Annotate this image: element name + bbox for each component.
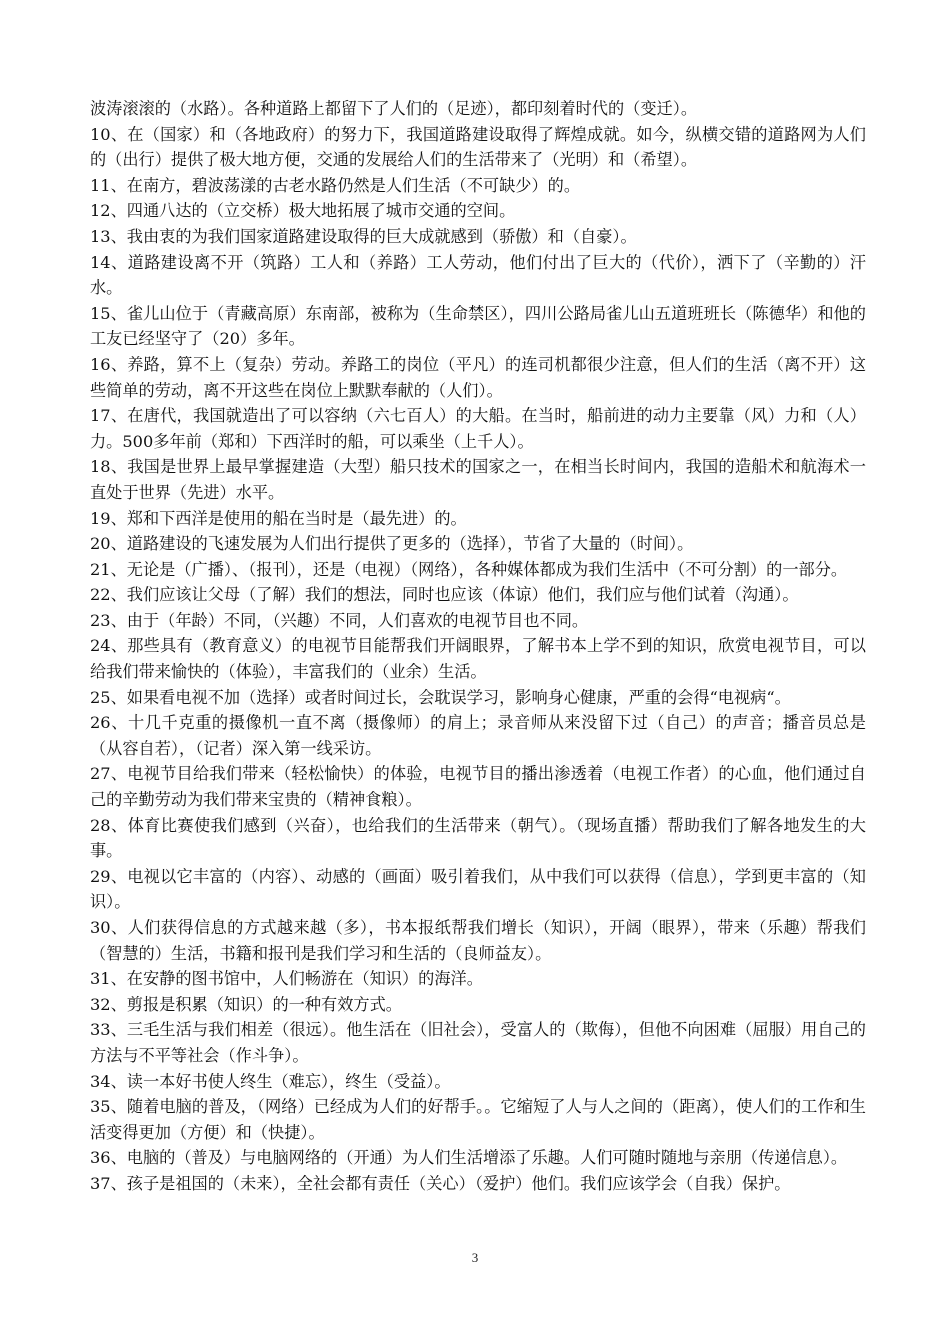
paragraph: 15、雀儿山位于（青藏高原）东南部，被称为（生命禁区），四川公路局雀儿山五道班班长（陈德华）和他的工友已经坚守了（20）多年。 xyxy=(90,303,866,349)
paragraph: 37、孩子是祖国的（未来），全社会都有责任（关心）（爱护）他们。我们应该学会（自我）保护。 xyxy=(90,1173,791,1193)
paragraph: 26、十几千克重的摄像机一直不离（摄像师）的肩上；录音师从来没留下过（自己）的声音；播音员总是（从容自若），（记者）深入第一线采访。 xyxy=(90,713,866,758)
paragraph: 31、在安静的图书馆中，人们畅游在（知识）的海洋。 xyxy=(90,969,483,989)
paragraph: 14、道路建设离不开（筑路）工人和（养路）工人劳动，他们付出了巨大的（代价），洒下了（辛勤的）汗水。 xyxy=(90,252,866,298)
paragraph: 12、四通八达的（立交桥）极大地拓展了城市交通的空间。 xyxy=(90,201,516,221)
paragraph: 16、养路，算不上（复杂）劳动。养路工的岗位（平凡）的连司机都很少注意，但人们的生活（离不开）这些简单的劳动，离不开这些在岗位上默默奉献的（人们）。 xyxy=(90,354,866,400)
paragraph: 10、在（国家）和（各地政府）的努力下，我国道路建设取得了辉煌成就。如今，纵横交错的道路网为人们的（出行）提供了极大地方便，交通的发展给人们的生活带来了（光明）和（希望）。 xyxy=(90,124,866,170)
paragraph: 28、体育比赛使我们感到（兴奋），也给我们的生活带来（朝气）。（现场直播）帮助我们了解各地发生的大事。 xyxy=(90,815,866,861)
paragraph: 30、人们获得信息的方式越来越（多），书本报纸帮我们增长（知识），开阔（眼界），带来（乐趣）帮我们（智慧的）生活，书籍和报刊是我们学习和生活的（良师益友）。 xyxy=(90,918,866,963)
paragraph: 34、读一本好书使人终生（难忘），终生（受益）。 xyxy=(90,1071,451,1091)
paragraph: 18、我国是世界上最早掌握建造（大型）船只技术的国家之一，在相当长时间内，我国的造船术和航海术一直处于世界（先进）水平。 xyxy=(90,457,866,502)
paragraph: 25、如果看电视不加（选择）或者时间过长，会耽误学习，影响身心健康，严重的会得“电视病“。 xyxy=(90,687,791,707)
paragraph: 11、在南方，碧波荡漾的古老水路仍然是人们生活（不可缺少）的。 xyxy=(90,175,581,195)
paragraph: 波涛滚滚的（水路）。各种道路上都留下了人们的（足迹），都印刻着时代的（变迁）。 xyxy=(90,99,698,118)
paragraph: 35、随着电脑的普及，（网络）已经成为人们的好帮手。。它缩短了人与人之间的（距离），使人们的工作和生活变得更加（方便）和（快捷）。 xyxy=(90,1097,866,1142)
paragraph: 32、剪报是积累（知识）的一种有效方式。 xyxy=(90,994,402,1014)
paragraph: 20、道路建设的飞速发展为人们出行提供了更多的（选择），节省了大量的（时间）。 xyxy=(90,534,694,554)
paragraph: 24、那些具有（教育意义）的电视节目能帮我们开阔眼界，了解书本上学不到的知识，欣赏电视节目，可以给我们带来愉快的（体验），丰富我们的（业余）生活。 xyxy=(90,636,866,682)
paragraph: 21、无论是（广播）、（报刊），还是（电视）（网络），各种媒体都成为我们生活中（不可分割）的一部分。 xyxy=(90,559,848,579)
document-body xyxy=(90,96,866,1197)
paragraph: 36、电脑的（普及）与电脑网络的（开通）为人们生活增添了乐趣。人们可随时随地与亲朋（传递信息）。 xyxy=(90,1148,848,1168)
paragraph: 33、三毛生活与我们相差（很远）。他生活在（旧社会），受富人的（欺侮），但他不向困难（屈服）用自己的方法与不平等社会（作斗争）。 xyxy=(90,1020,866,1065)
paragraph: 23、由于（年龄）不同，（兴趣）不同，人们喜欢的电视节目也不同。 xyxy=(90,610,589,630)
paragraph: 22、我们应该让父母（了解）我们的想法，同时也应该（体谅）他们，我们应与他们试着（沟通）。 xyxy=(90,585,799,605)
page-number: 3 xyxy=(471,1250,479,1265)
paragraph: 27、电视节目给我们带来（轻松愉快）的体验，电视节目的播出渗透着（电视工作者）的心血，他们通过自己的辛勤劳动为我们带来宝贵的（精神食粮）。 xyxy=(90,764,866,810)
paragraph: 19、郑和下西洋是使用的船在当时是（最先进）的。 xyxy=(90,508,467,528)
paragraph: 17、在唐代，我国就造出了可以容纳（六七百人）的大船。在当时，船前进的动力主要靠（风）力和（人）力。500多年前（郑和）下西洋时的船，可以乘坐（上千人）。 xyxy=(90,406,866,451)
paragraph: 13、我由衷的为我们国家道路建设取得的巨大成就感到（骄傲）和（自豪）。 xyxy=(90,226,637,246)
paragraph: 29、电视以它丰富的（内容）、动感的（画面）吸引着我们，从中我们可以获得（信息），学到更丰富的（知识）。 xyxy=(90,866,866,912)
